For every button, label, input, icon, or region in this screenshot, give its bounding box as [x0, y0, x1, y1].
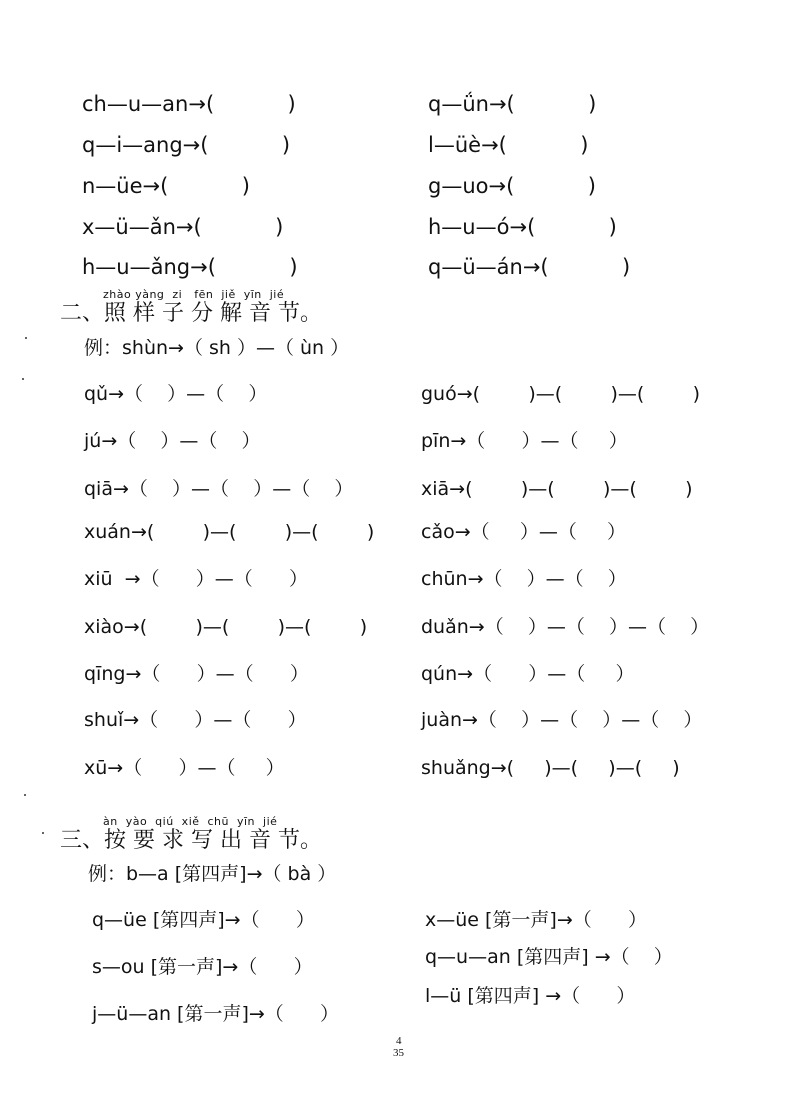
s1-left-item: h—u—ǎng→( ) [82, 255, 298, 279]
s1-right-item: q—ü—án→( ) [428, 255, 631, 279]
s2-right-item: qún→（ ）—（ ） [421, 663, 635, 685]
s1-left-item: ch—u—an→( ) [82, 92, 296, 116]
s3-left-item: s—ou [第一声]→（ ） [92, 956, 313, 978]
s2-right-item: chūn→（ ）—（ ） [421, 568, 627, 590]
s2-right-item: pīn→（ ）—（ ） [421, 430, 628, 452]
s3-right-item: l—ü [第四声] →（ ） [425, 985, 636, 1007]
s2-left-item: xuán→( )—( )—( ) [84, 521, 375, 543]
s2-right-item: xiā→( )—( )—( ) [421, 478, 693, 500]
margin-dot [42, 832, 44, 834]
s1-left-item: x—ü—ǎn→( ) [82, 215, 284, 239]
s3-heading-pinyin: àn yào qiú xiě chū yīn jié [103, 815, 278, 828]
page-current: 4 [396, 1035, 402, 1047]
margin-dot [22, 378, 24, 380]
s1-left-item: n—üe→( ) [82, 174, 250, 198]
s3-left-item: q—üe [第四声]→（ ） [92, 909, 315, 931]
s1-right-item: l—üè→( ) [428, 133, 589, 157]
s1-right-item: h—u—ó→( ) [428, 215, 617, 239]
s2-left-item: qiā→（ ）—（ ）—（ ） [84, 478, 354, 500]
margin-dot [24, 794, 26, 796]
s3-example: 例：b—a [第四声]→（ bà ） [88, 863, 337, 885]
s2-left-item: xiū →（ ）—（ ） [84, 568, 309, 590]
s2-right-item: guó→( )—( )—( ) [421, 383, 701, 405]
s2-right-item: cǎo→（ ）—（ ） [421, 521, 627, 543]
s2-left-item: jú→（ ）—（ ） [84, 430, 261, 452]
s2-right-item: shuǎng→( )—( )—( ) [421, 757, 680, 779]
margin-dot [25, 337, 27, 339]
page-total: 35 [393, 1047, 404, 1059]
s2-left-item: qīng→（ ）—（ ） [84, 663, 309, 685]
s3-heading: 三、按 要 求 写 出 音 节。 [60, 828, 322, 853]
s1-right-item: q—ǘn→( ) [428, 92, 597, 116]
s2-heading-pinyin: zhào yàng zi fēn jiě yīn jié [103, 288, 285, 301]
s2-left-item: qǔ→（ ）—（ ） [84, 383, 268, 405]
s3-right-item: q—u—an [第四声] →（ ） [425, 946, 673, 968]
s2-left-item: xū→（ ）—（ ） [84, 757, 285, 779]
s2-example: 例：shùn→（ sh ）—（ ùn ） [84, 337, 350, 359]
s2-right-item: juàn→（ ）—（ ）—（ ） [421, 709, 703, 731]
s2-left-item: xiào→( )—( )—( ) [84, 616, 368, 638]
s2-left-item: shuǐ→（ ）—（ ） [84, 709, 307, 731]
s3-left-item: j—ü—an [第一声]→（ ） [92, 1003, 340, 1025]
s2-right-item: duǎn→（ ）—（ ）—（ ） [421, 616, 710, 638]
s1-right-item: g—uo→( ) [428, 174, 596, 198]
s3-right-item: x—üe [第一声]→（ ） [425, 909, 647, 931]
s1-left-item: q—i—ang→( ) [82, 133, 291, 157]
s2-heading: 二、照 样 子 分 解 音 节。 [60, 301, 322, 326]
